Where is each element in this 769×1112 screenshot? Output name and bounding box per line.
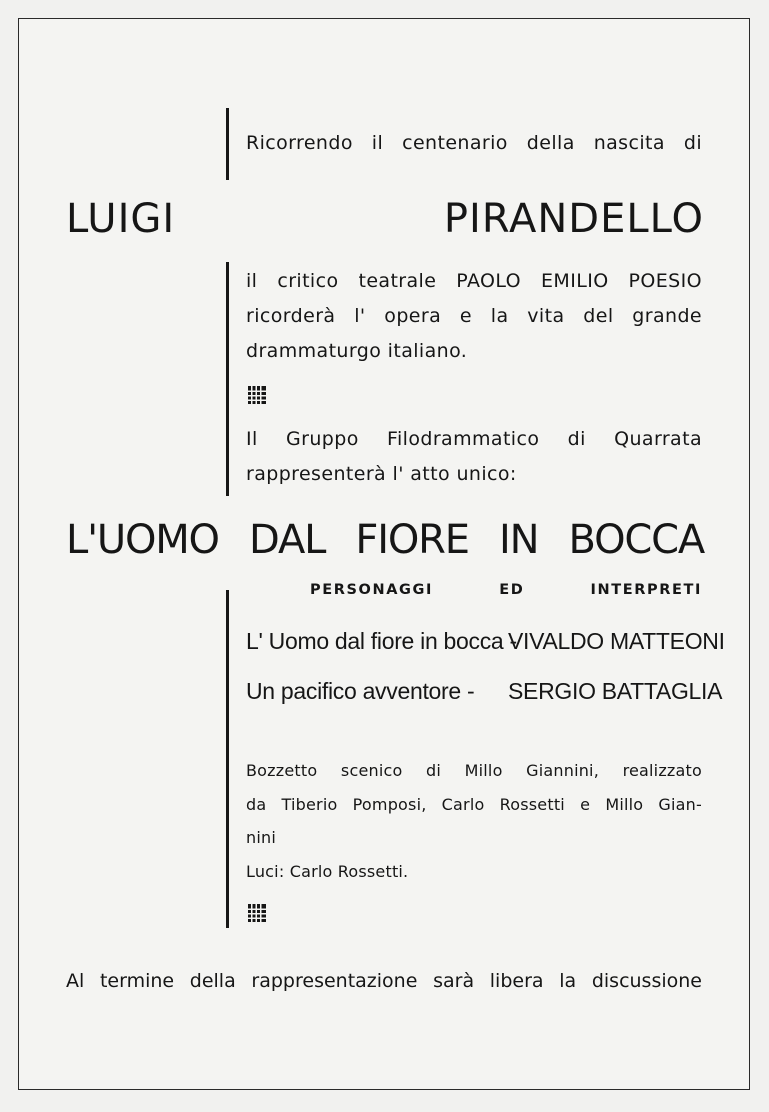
vertical-rule-middle	[226, 262, 229, 496]
credits-line-1: Bozzetto scenico di Millo Giannini, realizzato	[246, 761, 702, 780]
credits-line-2: da Tiberio Pomposi, Carlo Rossetti e Millo Gian-	[246, 795, 702, 814]
cast-actor-1: VIVALDO MATTEONI	[508, 628, 725, 654]
vertical-rule-top	[226, 108, 229, 180]
group-line-1: Il Gruppo Filodrammatico di Quarrata	[246, 428, 702, 450]
intro-line: Ricorrendo il centenario della nascita di	[246, 132, 702, 154]
group-line-2: rappresenterà l' atto unico:	[246, 463, 517, 485]
cast-role-1: L' Uomo dal fiore in bocca -	[246, 628, 517, 654]
grid-ornament-icon	[248, 386, 266, 404]
credits-line-3: nini	[246, 828, 276, 847]
credits-line-4: Luci: Carlo Rossetti.	[246, 862, 409, 881]
cast-role-2: Un pacifico avventore -	[246, 678, 475, 704]
cast-actor-2: SERGIO BATTAGLIA	[508, 678, 723, 704]
honoree-name: LUIGI PIRANDELLO	[66, 196, 704, 242]
cast-heading: PERSONAGGI ED INTERPRETI	[310, 582, 702, 598]
critic-line-2: ricorderà l' opera e la vita del grande	[246, 305, 702, 327]
footer-note: Al termine della rappresentazione sarà libera la discussione	[66, 970, 702, 992]
vertical-rule-bottom	[226, 590, 229, 928]
critic-line-3: drammaturgo italiano.	[246, 340, 468, 362]
critic-line-1: il critico teatrale PAOLO EMILIO POESIO	[246, 270, 702, 292]
play-title: L'UOMO DAL FIORE IN BOCCA	[66, 517, 704, 563]
grid-ornament-icon	[248, 904, 266, 922]
